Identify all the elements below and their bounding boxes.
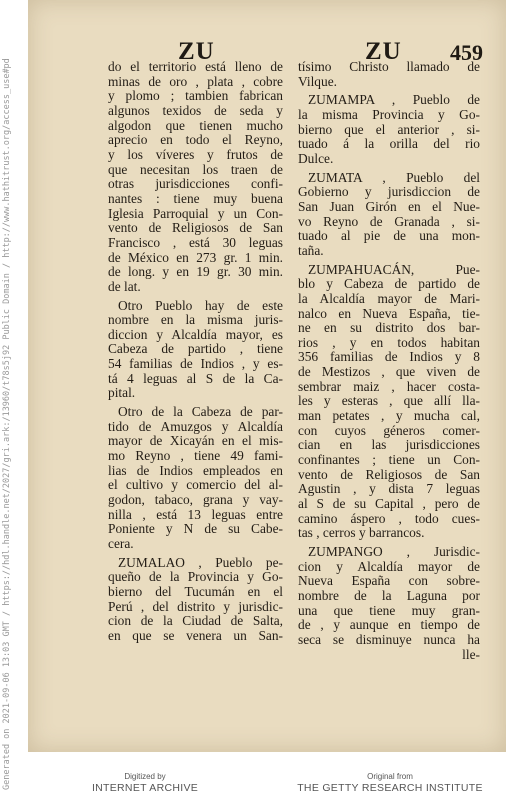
text-line: Otro Pueblo hay de este [118,297,283,313]
text-line: nalco en Nueva España, tie- [298,305,480,321]
text-line: Dulce. [298,150,334,166]
text-line: lias de Indios empleados en [108,462,283,478]
text-line: les y esteras , que allí lla- [298,393,480,409]
footer-getty: THE GETTY RESEARCH INSTITUTE [297,782,483,794]
book-page [28,0,506,752]
text-line: vento de Religiosos de San [298,466,480,482]
text-line: otras jurisdicciones confi- [108,176,283,192]
text-line: de , y aunque en tiempo de [298,617,480,633]
text-line: de long. y en 19 gr. 30 min. [108,264,283,280]
text-line: lle- [462,646,480,662]
text-line: vo Reyno de Granada , si- [298,213,480,229]
text-line: cion de la Ciudad de Salta, [108,613,283,629]
text-line: nombre de la Laguna por [298,587,480,603]
text-line: ZUMAMPA , Pueblo de [308,92,480,108]
text-line: al S de su Capital , pero de [298,496,480,512]
text-line: una que tiene muy gran- [298,602,480,618]
text-line: bierno del Tucumán en el [108,583,283,599]
watermark-text: Generated on 2021-09-06 13:03 GMT / https://hdl.handle.net/2027/gri.ark:/13960/t78s5j92 Public Domain / http://www.hathitrust.org/access_use#pd [2,58,12,790]
footer-digitized-by [45,772,245,795]
text-line: tuado al pie de una mon- [298,228,480,244]
text-line: la Alcaldía mayor de Mari- [298,290,480,306]
running-head-right: ZU [365,38,402,65]
text-line: mayor de Xicayán en el mis- [108,433,283,449]
hathitrust-watermark [2,58,24,790]
text-line: Francisco , está 30 leguas [108,234,283,250]
text-line: blo y Cabeza de partido de [298,276,480,292]
footer-internet-archive: INTERNET ARCHIVE [91,782,199,794]
text-line: Perú , del distrito y jurisdic- [108,598,283,614]
text-line: de México en 273 gr. 1 min. [108,249,283,265]
text-line: godon, tabaco, grana y vay- [108,492,283,508]
text-line: que necesitan los traen de [108,161,283,177]
text-line: rios , y en todos habitan [298,334,480,350]
text-line: cion y Alcaldía mayor de [298,558,480,574]
page-number: 459 [450,40,483,65]
text-line: tido de Amuzgos y Alcaldía [108,418,283,434]
text-column-right [298,60,480,662]
text-line: bierno que el anterior , si- [298,121,480,137]
text-line: nombre en la misma juris- [108,312,283,328]
text-line: queño de la Provincia y Go- [108,569,283,585]
text-line: 356 familias de Indios y 8 [298,349,480,365]
text-line: sembrar maiz , hacer costa- [298,378,480,394]
text-line: de lat. [108,278,141,294]
text-line: confinantes ; tiene un Con- [298,452,480,468]
text-line: seca se disminuye nunca ha [298,631,480,647]
text-line: ne en su distrito dos bar- [298,320,480,336]
text-line: taña. [298,242,324,258]
text-line: Gobierno y jurisdiccion de [298,184,480,200]
text-line: tuado á la orilla del rio [298,136,480,152]
text-line: Otro de la Cabeza de par- [118,404,283,420]
text-line: nantes : tiene muy buena [108,190,283,206]
text-line: Agustin , y dista 7 leguas [298,481,480,497]
text-line: en que se venera un San- [108,627,283,643]
text-line: 54 familias de Indios , y es- [108,356,283,372]
text-line: tísimo Christo llamado de [298,59,480,74]
text-line: do el territorio está lleno de [108,59,283,74]
text-line: nilla , está 13 leguas entre [108,506,283,522]
text-column-left [108,60,283,644]
text-line: ZUMATA , Pueblo del [308,169,480,185]
footer-original-label: Original from [367,772,413,781]
text-line: mo Reyno , tiene 49 fami- [108,448,283,464]
text-line: Nueva España con sobre- [298,573,480,589]
text-line: con cuyos géneros comer- [298,422,480,438]
text-line: diccion y Alcaldía mayor, es [108,326,283,342]
text-line: algodon que tienen mucho [108,117,283,133]
text-line: Poniente y N de su Cabe- [108,521,283,537]
text-line: Iglesia Parroquial y un Con- [108,205,283,221]
text-line: cera. [108,536,134,551]
text-line: algunos texidos de seda y [108,102,283,118]
text-line: aprecio en todo el Reyno, [108,132,283,148]
text-line: la misma Provincia y Go- [298,106,480,122]
text-line: ZUMPAHUACÁN, Pue- [308,261,480,277]
footer-original-from [290,772,490,795]
text-line: tas , cerros y barrancos. [298,525,425,541]
text-line: cian en las jurisdicciones [298,437,480,453]
text-line: San Juan Girón en el Nue- [298,198,480,214]
text-line: minas de oro , plata , cobre [108,73,283,89]
text-line: Vilque. [298,73,337,89]
text-line: ZUMALAO , Pueblo pe- [118,554,283,570]
footer-digitized-label: Digitized by [124,772,166,781]
text-line: ZUMPANGO , Jurisdic- [308,544,480,559]
text-line: vento de Religiosos de San [108,220,283,236]
text-line: Cabeza de partido , tiene [108,341,283,357]
text-line: y los víveres y frutos de [108,146,283,162]
text-line: el cultivo y comercio del al- [108,477,283,493]
text-line: de Mestizos , que viven de [298,364,480,380]
text-line: man petates , y mucha cal, [298,408,480,424]
text-line: pital. [108,385,136,401]
text-line: y plomo ; tambien fabrican [108,88,283,104]
text-line: tá 4 leguas al S de la Ca- [108,370,283,386]
running-head-left: ZU [178,38,215,65]
text-line: camino áspero , todo cues- [298,510,480,526]
